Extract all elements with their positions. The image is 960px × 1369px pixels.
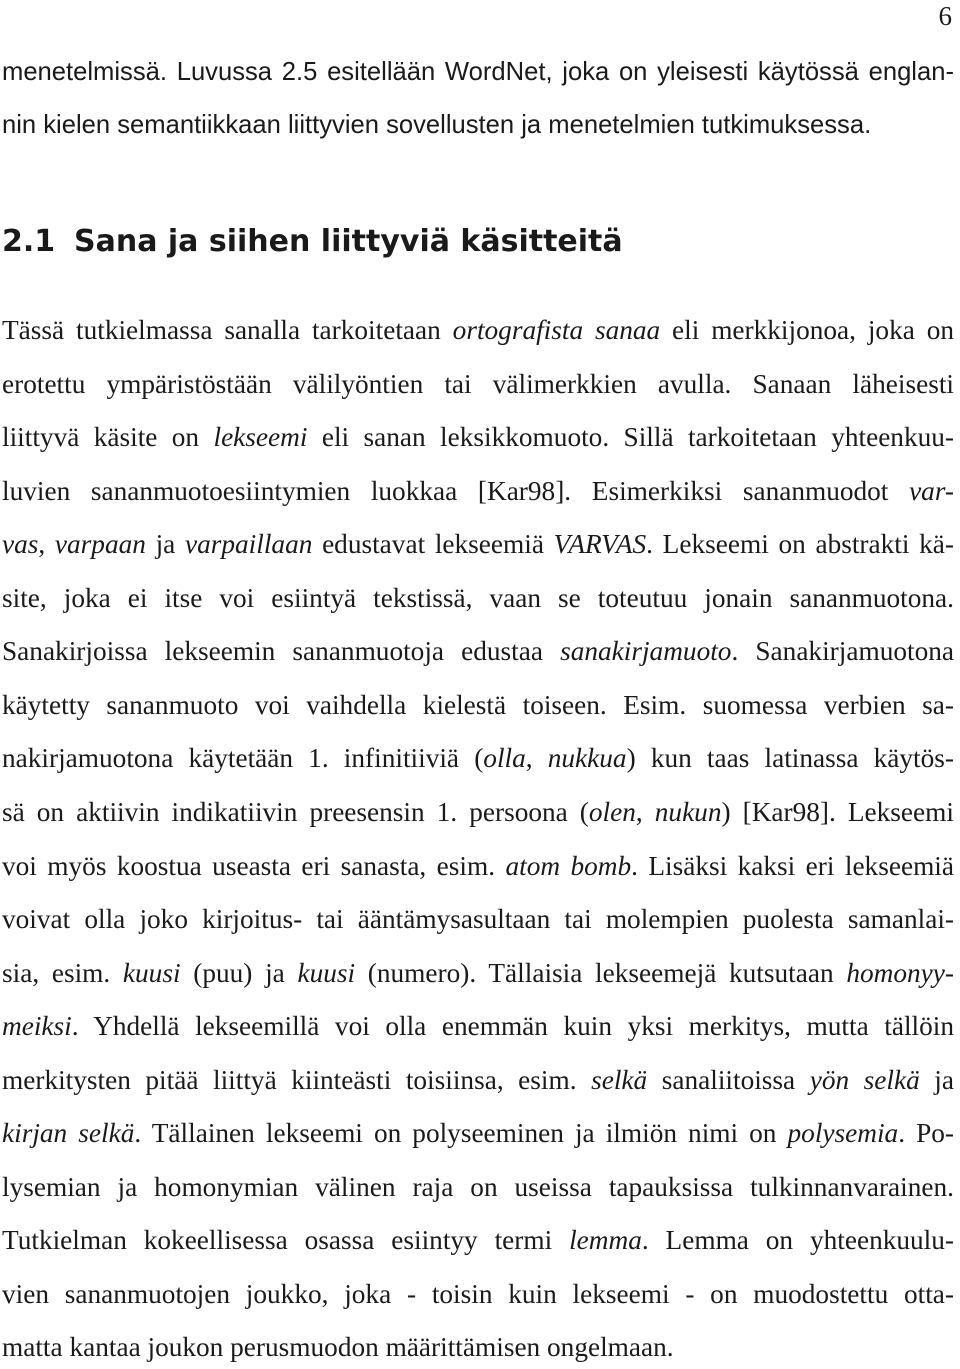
text-run: eli merkkijonoa, joka on (660, 315, 954, 345)
italic-term: vas (2, 529, 39, 560)
text-run: . Lemma on yhteenkuulu- (641, 1225, 954, 1256)
section-number: 2.1 (2, 224, 56, 259)
italic-term: var- (909, 475, 954, 506)
italic-term: selkä (591, 1064, 648, 1095)
text-run: ) kun taas latinassa käytös- (626, 743, 954, 774)
italic-term: VARVAS (553, 529, 647, 560)
text-run: nakirjamuotona käytetään 1. infinitiiviä ( (2, 743, 484, 774)
body-line (2, 581, 954, 615)
body-line (2, 1277, 954, 1311)
body-line (2, 902, 954, 936)
italic-term: sanakirjamuoto (560, 636, 732, 667)
text-run: käytetty sananmuoto voi vaihdella kielestä toiseen. Esim. suomessa verbien sa- (2, 689, 954, 720)
body-line (2, 849, 954, 883)
text-run: ) [Kar98]. Lekseemi (721, 796, 954, 827)
italic-term: ortografista sanaa (452, 315, 661, 345)
italic-term: lekseemi (213, 422, 308, 453)
body-line (2, 1223, 954, 1257)
italic-term: varpaillaan (184, 529, 313, 560)
italic-term: kirjan selkä (2, 1118, 135, 1149)
text-run: Sanakirjoissa lekseemin sananmuotoja edustaa (2, 636, 561, 667)
body-line (2, 795, 954, 829)
body-line (2, 688, 954, 722)
intro-line: menetelmissä. Luvussa 2.5 esitellään WordNet, joka on yleisesti käytössä englan- (2, 58, 954, 86)
body-line (2, 1170, 954, 1204)
text-run: , (38, 529, 55, 560)
section-heading (2, 222, 623, 262)
body-line (2, 420, 954, 454)
text-run: liittyvä käsite on (2, 422, 214, 453)
italic-term: lemma (569, 1225, 642, 1256)
italic-term: olla (483, 743, 526, 774)
text-run: . Tällainen lekseemi on polyseeminen ja ilmiön nimi on (134, 1118, 788, 1149)
text-run: . Lekseemi on abstrakti kä- (646, 529, 954, 560)
text-run: luvien sananmuotoesiintymien luokkaa [Kar98]. Esimerkiksi sananmuodot (2, 475, 910, 506)
intro-line: nin kielen semantiikkaan liittyvien sovellusten ja menetelmien tutkimuksessa. (2, 111, 872, 139)
italic-term: varpaan (54, 529, 146, 560)
text-run: ja (145, 529, 185, 560)
text-run: . Yhdellä lekseemillä voi olla enemmän kuin yksi merkitys, mutta tällöin (71, 1011, 954, 1042)
body-line (2, 474, 954, 508)
text-run: . Po- (898, 1118, 955, 1149)
text-run: Tässä tutkielmassa sanalla tarkoitetaan (2, 315, 453, 345)
italic-term: atom bomb (505, 850, 632, 881)
text-run: erotettu ympäristöstään välilyöntien tai välimerkkien avulla. Sanaan läheisesti (2, 368, 954, 399)
text-run: ja (919, 1064, 955, 1095)
italic-term: kuusi (297, 957, 356, 988)
text-run: matta kantaa joukon perusmuodon määrittämisen ongelmaan. (2, 1332, 674, 1363)
text-run: lysemian ja homonymian välinen raja on useissa tapauksissa tulkinnanvarainen. (2, 1171, 954, 1202)
text-run: site, joka ei itse voi esiintyä tekstissä, vaan se toteutuu jonain sananmuotona. (2, 582, 954, 613)
body-line (2, 634, 954, 668)
text-run: eli sanan leksikkomuoto. Sillä tarkoitetaan yhteenkuu- (307, 422, 954, 453)
italic-term: nukun (654, 796, 722, 827)
italic-term: olen (588, 796, 636, 827)
body-line (2, 1330, 954, 1364)
italic-term: meiksi (2, 1011, 72, 1042)
body-line (2, 741, 954, 775)
italic-term: nukkua (547, 743, 627, 774)
text-run: voivat olla joko kirjoitus- tai ääntämysasultaan tai molempien puolesta samanlai- (2, 904, 954, 935)
text-run: sanaliitoissa (647, 1064, 810, 1095)
page-number: 6 (938, 1, 952, 31)
italic-term: polysemia (787, 1118, 899, 1149)
italic-term: homonyy- (846, 957, 954, 988)
italic-term: yön selkä (809, 1064, 920, 1095)
body-line (2, 367, 954, 401)
section-title: Sana ja siihen liittyviä käsitteitä (74, 224, 623, 259)
text-run: . Lisäksi kaksi eri lekseemiä (631, 850, 954, 881)
body-line (2, 1063, 954, 1097)
text-run: Tutkielman kokeellisessa osassa esiintyy termi (2, 1225, 570, 1256)
body-line (2, 1116, 954, 1150)
text-run: (puu) ja (180, 957, 298, 988)
text-run: sä on aktiivin indikatiivin preesensin 1. persoona ( (2, 796, 589, 827)
body-line (2, 313, 954, 347)
text-run: merkitysten pitää liittyä kiinteästi toisiinsa, esim. (2, 1064, 592, 1095)
body-line (2, 527, 954, 561)
body-line (2, 956, 954, 990)
text-run: vien sananmuotojen joukko, joka - toisin kuin lekseemi - on muodostettu otta- (2, 1278, 954, 1309)
text-run: sia, esim. (2, 957, 123, 988)
body-line (2, 1009, 954, 1043)
text-run: (numero). Tällaisia lekseemejä kutsutaan (355, 957, 847, 988)
text-run: voi myös koostua useasta eri sanasta, esim. (2, 850, 506, 881)
text-run: , (635, 796, 655, 827)
text-run: , (525, 743, 548, 774)
italic-term: kuusi (122, 957, 181, 988)
text-run: . Sanakirjamuotona (731, 636, 954, 667)
text-run: edustavat lekseemiä (312, 529, 554, 560)
